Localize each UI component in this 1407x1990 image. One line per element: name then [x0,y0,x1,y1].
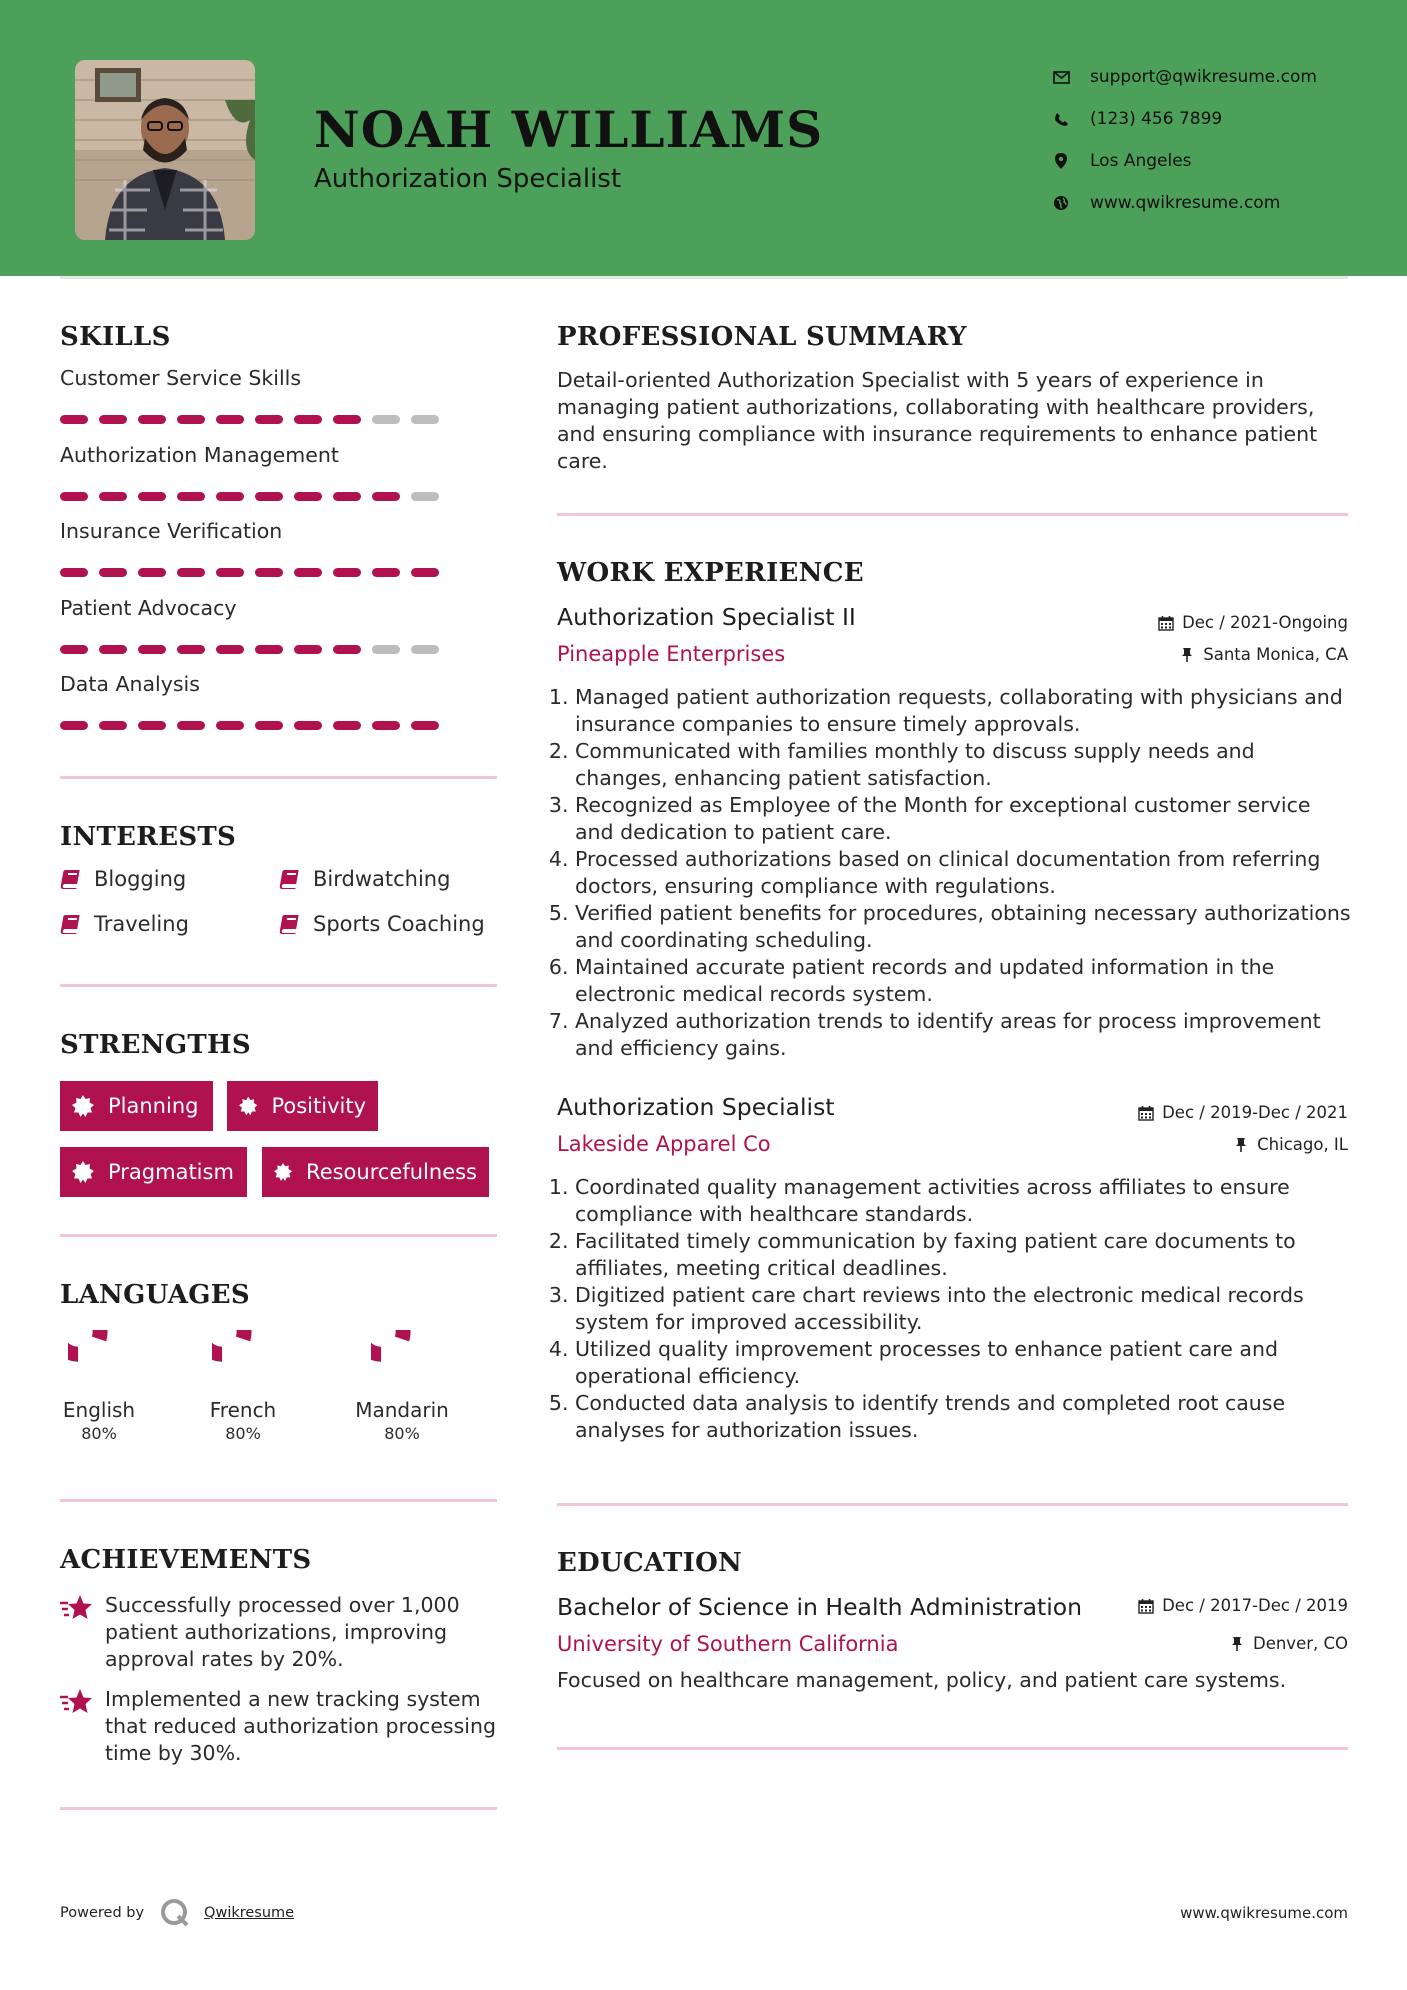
list-item: 5. Verified patient benefits for procedures, obtaining necessary authorizations and coordinating scheduling. [575,900,1351,954]
skill-dot-filled [138,721,166,730]
strength-tag [227,1081,378,1131]
skill-dot-filled [255,415,283,424]
resume-header [0,0,1407,276]
pin-icon [1233,1137,1249,1153]
list-item: 7. Analyzed authorization trends to identify areas for process improvement and efficiency gains. [575,1008,1351,1062]
skill-dot-filled [60,645,88,654]
skill-dot-filled [333,492,361,501]
interest-label: Blogging [94,867,187,891]
interest-label: Traveling [94,912,189,936]
contact-email[interactable] [1050,56,1317,98]
list-item: 1. Coordinated quality management activities across affiliates to ensure compliance with healthcare standards. [575,1174,1351,1228]
list-item: 3. Recognized as Employee of the Month for exceptional customer service and dedication to patient care. [575,792,1351,846]
skill-dot-filled [60,721,88,730]
skill-dot-filled [255,721,283,730]
job-company: Lakeside Apparel Co [557,1132,771,1156]
job-date-text: Dec / 2021-Ongoing [1182,613,1348,632]
language-name: English [62,1398,136,1422]
skill-label: Data Analysis [60,672,200,696]
achievement-item [60,1592,500,1673]
skill-dot-filled [333,568,361,577]
list-item: 4. Utilized quality improvement processes to enhance patient care and operational efficiency. [575,1336,1351,1390]
skill-dot-filled [216,645,244,654]
calendar-icon [1138,1598,1154,1614]
skill-dot-filled [177,645,205,654]
skill-dot-filled [294,415,322,424]
list-item: 2. Facilitated timely communication by faxing patient care documents to affiliates, meeting critical deadlines. [575,1228,1351,1282]
skill-label: Authorization Management [60,442,339,467]
skills-divider [60,776,497,779]
skill-label: Insurance Verification [60,519,283,543]
strength-label: Resourcefulness [306,1160,477,1184]
brand-link[interactable]: Qwikresume [204,1905,295,1921]
skill-rating [60,645,450,654]
strength-label: Planning [108,1094,199,1118]
language-item [188,1330,298,1443]
experience-divider [557,1503,1348,1506]
language-progress-ring [68,1330,130,1392]
pin-icon [1229,1636,1245,1652]
globe-icon [1050,193,1072,213]
education-description: Focused on healthcare management, policy, and patient care systems. [557,1668,1287,1692]
skill-rating [60,492,450,501]
book-icon [60,913,80,935]
language-progress-arc [68,1330,100,1354]
candidate-name: NOAH WILLIAMS [314,100,824,159]
language-progress-arc [212,1330,244,1354]
skill-dot-filled [138,415,166,424]
skill-dot-filled [99,568,127,577]
education-divider [557,1747,1348,1750]
experience-title: WORK EXPERIENCE [557,558,864,588]
summary-divider [557,513,1348,516]
skill-dot-filled [60,415,88,424]
language-percent: 80% [225,1424,261,1443]
contact-list [1050,56,1317,224]
skill-rating [60,721,450,730]
envelope-icon [1050,67,1072,87]
job-location [1233,1135,1348,1154]
languages-title: LANGUAGES [60,1280,250,1310]
star-icon [60,1688,92,1716]
book-icon [60,868,80,890]
language-name: French [209,1398,277,1422]
map-marker-icon [1050,151,1072,171]
skill-dot-filled [294,721,322,730]
header-divider [60,276,1348,279]
skill-dot-empty [372,645,400,654]
badge-icon [72,1161,94,1183]
skill-dot-filled [99,721,127,730]
interests-divider [60,984,497,987]
skills-title: SKILLS [60,322,171,352]
achievement-item [60,1686,500,1767]
list-item: 5. Conducted data analysis to identify trends and completed root cause analyses for authorization issues. [575,1390,1351,1444]
language-item [44,1330,154,1443]
skill-dot-filled [138,645,166,654]
language-percent: 80% [81,1424,117,1443]
education-title: EDUCATION [557,1548,743,1578]
badge-icon [274,1161,292,1183]
language-progress-ring [212,1330,274,1392]
contact-location-text: Los Angeles [1090,151,1192,171]
interests-title: INTERESTS [60,822,237,852]
job-date [1138,1103,1348,1122]
job-date-text: Dec / 2019-Dec / 2021 [1162,1103,1348,1122]
powered-by-text: Powered by [60,1905,145,1921]
achievement-text: Successfully processed over 1,000 patient authorizations, improving approval rates by 20%. [105,1593,460,1671]
skill-dot-filled [177,492,205,501]
education-date-text: Dec / 2017-Dec / 2019 [1162,1596,1348,1615]
list-item: 1. Managed patient authorization requests, collaborating with physicians and insurance companies to ensure timely approvals. [575,684,1351,738]
job-title: Authorization Specialist [557,1093,835,1121]
skill-dot-filled [216,492,244,501]
skill-dot-filled [138,492,166,501]
skill-label: Customer Service Skills [60,366,302,390]
strength-label: Positivity [271,1094,366,1118]
education-degree: Bachelor of Science in Health Administration [557,1593,1083,1621]
skill-dot-filled [294,645,322,654]
book-icon [279,868,299,890]
calendar-icon [1158,615,1174,631]
strengths-divider [60,1234,497,1237]
skill-dot-filled [60,568,88,577]
contact-website-text: www.qwikresume.com [1090,193,1281,213]
skill-label: Patient Advocacy [60,595,237,620]
footer-website[interactable]: www.qwikresume.com [1180,1904,1348,1922]
job-date [1158,613,1348,632]
interest-label: Sports Coaching [313,912,485,936]
interest-item [60,912,189,936]
job-company: Pineapple Enterprises [557,642,786,666]
phone-icon [1050,109,1072,129]
education-location [1229,1634,1348,1653]
skill-dot-filled [255,492,283,501]
strength-tag [60,1147,247,1197]
strength-tag [262,1147,489,1197]
skill-dot-empty [411,415,439,424]
skill-rating [60,568,450,577]
skill-dot-filled [255,645,283,654]
interest-item [279,912,485,936]
skill-dot-filled [372,568,400,577]
skill-dot-filled [216,415,244,424]
skill-dot-filled [372,492,400,501]
languages-divider [60,1499,497,1502]
skill-dot-filled [255,568,283,577]
skill-dot-empty [411,492,439,501]
job-title: Authorization Specialist II [557,603,856,631]
interest-label: Birdwatching [313,867,451,891]
contact-email-text: support@qwikresume.com [1090,67,1317,87]
strength-label: Pragmatism [108,1160,234,1184]
skill-dot-filled [294,492,322,501]
skill-dot-filled [333,645,361,654]
achievements-divider [60,1807,497,1810]
skill-dot-filled [333,415,361,424]
language-percent: 80% [384,1424,420,1443]
strength-tag [60,1081,213,1131]
summary-text: Detail-oriented Authorization Specialist with 5 years of experience in managing patient authorizations, collaborating with healthcare providers, and ensuring compliance with insurance requirements to enhance patient care. [557,368,1318,473]
job-location-text: Chicago, IL [1257,1135,1348,1154]
skill-rating [60,415,450,424]
skill-dot-filled [60,492,88,501]
star-icon [60,1594,92,1622]
education-date [1138,1596,1348,1615]
skill-dot-filled [372,721,400,730]
skill-dot-filled [333,721,361,730]
strengths-title: STRENGTHS [60,1030,251,1060]
contact-location [1050,140,1317,182]
list-item: 4. Processed authorizations based on clinical documentation from referring doctors, ensuring compliance with regulations. [575,846,1351,900]
contact-phone-text: (123) 456 7899 [1090,109,1223,129]
pin-icon [1179,647,1195,663]
language-progress-ring [371,1330,433,1392]
list-item: 6. Maintained accurate patient records and updated information in the electronic medical records system. [575,954,1351,1008]
qwikresume-logo-icon [160,1898,190,1928]
list-item: 2. Communicated with families monthly to discuss supply needs and changes, enhancing patient satisfaction. [575,738,1351,792]
badge-icon [239,1095,257,1117]
skill-dot-filled [216,721,244,730]
interest-item [60,867,186,891]
candidate-role: Authorization Specialist [314,164,622,194]
skill-dot-filled [99,415,127,424]
skill-dot-filled [411,721,439,730]
job-responsibilities [557,1174,1351,1444]
skill-dot-empty [411,645,439,654]
skill-dot-filled [177,568,205,577]
profile-photo [75,60,255,240]
footer-powered-by [60,1898,294,1928]
education-school: University of Southern California [557,1632,899,1656]
contact-phone[interactable] [1050,98,1317,140]
achievement-text: Implemented a new tracking system that reduced authorization processing time by 30%. [105,1687,496,1765]
skill-dot-filled [216,568,244,577]
skill-dot-filled [99,645,127,654]
job-location-text: Santa Monica, CA [1203,645,1348,664]
list-item: 3. Digitized patient care chart reviews into the electronic medical records system for improved accessibility. [575,1282,1351,1336]
skill-dot-filled [138,568,166,577]
calendar-icon [1138,1105,1154,1121]
contact-website[interactable] [1050,182,1317,224]
badge-icon [72,1095,94,1117]
job-location [1179,645,1348,664]
language-progress-arc [371,1330,403,1354]
interest-item [279,867,450,891]
summary-title: PROFESSIONAL SUMMARY [557,322,967,352]
job-responsibilities [557,684,1351,1062]
skill-dot-filled [411,568,439,577]
language-item [347,1330,457,1443]
skill-dot-filled [99,492,127,501]
skill-dot-empty [372,415,400,424]
education-location-text: Denver, CO [1252,1634,1348,1653]
skill-dot-filled [294,568,322,577]
language-name: Mandarin [355,1398,449,1422]
skill-dot-filled [177,721,205,730]
achievements-title: ACHIEVEMENTS [60,1545,312,1575]
skill-dot-filled [177,415,205,424]
book-icon [279,913,299,935]
